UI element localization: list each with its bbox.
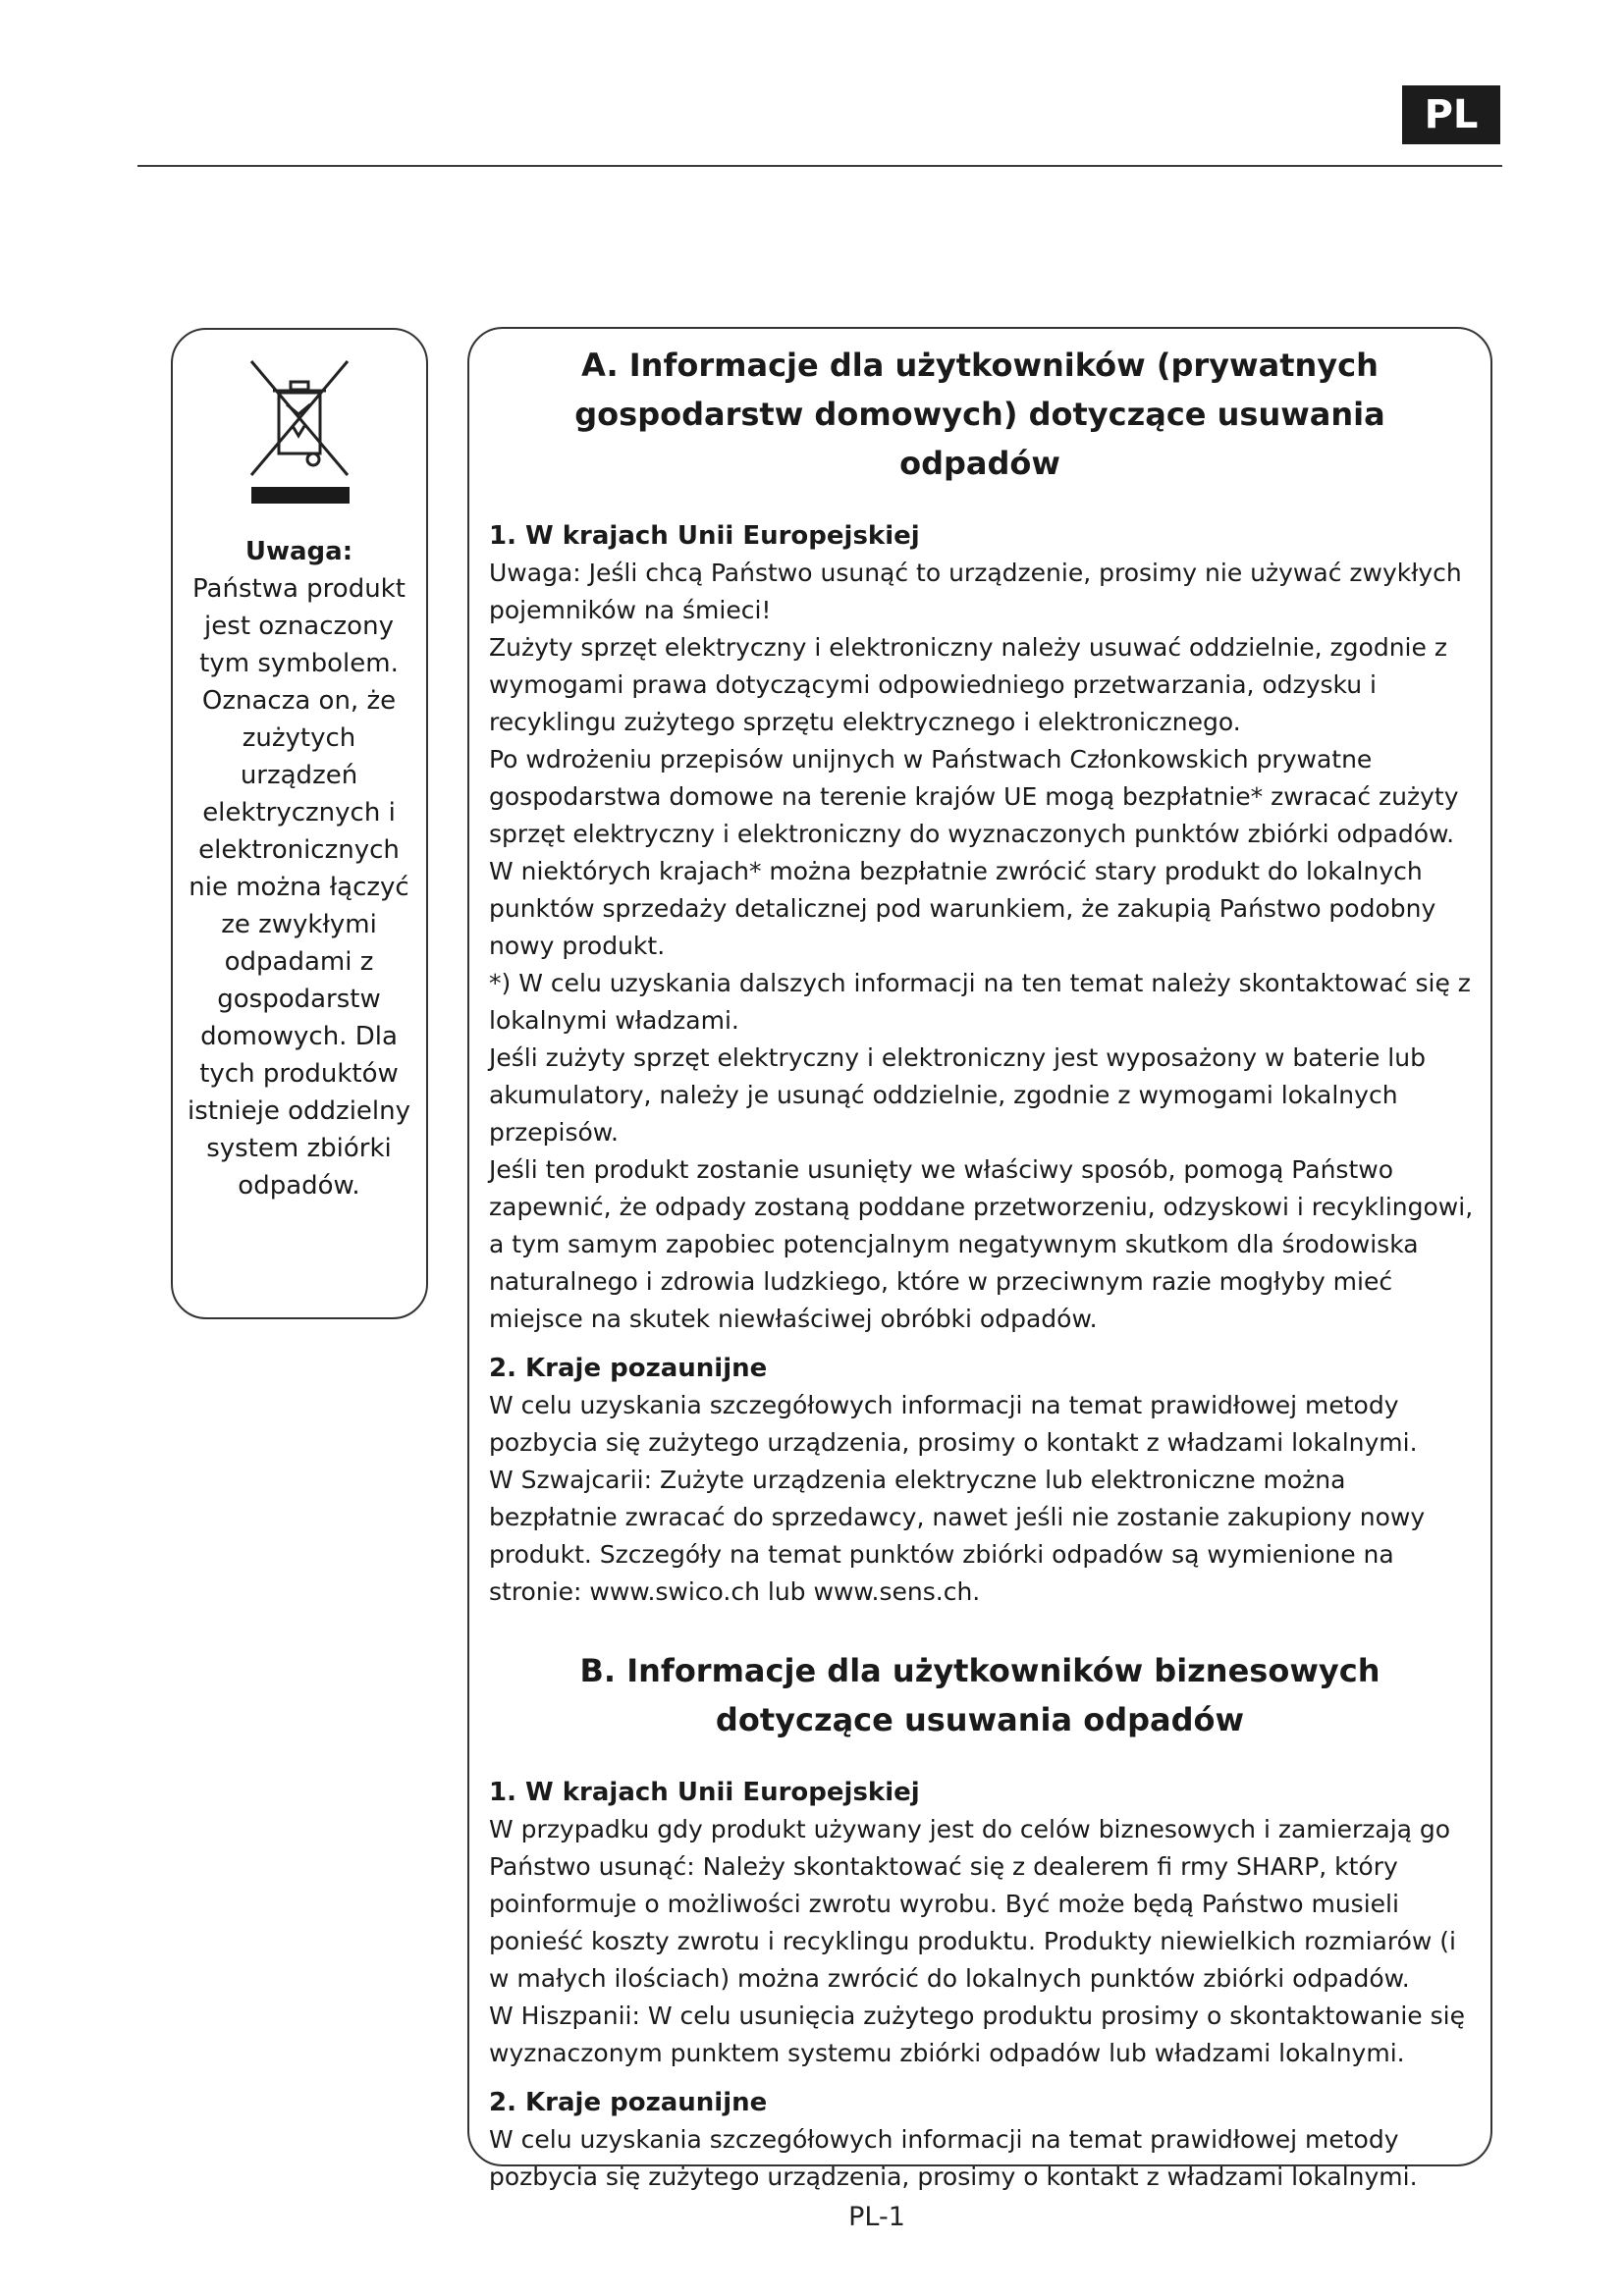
- section-a-eu-heading: 1. W krajach Unii Europejskiej: [489, 521, 920, 551]
- weee-notice-box: [171, 328, 428, 1319]
- weee-notice-text: [173, 533, 425, 1204]
- section-b-eu-paragraph: W Hiszpanii: W celu usunięcia zużytego produktu prosimy o skontaktowanie się wyznaczonym punktem systemu zbiórki odpadów lub władzami lokalnymi.: [489, 2002, 1465, 2067]
- section-b-title: B. Informacje dla użytkowników biznesowych dotyczące usuwania odpadów: [579, 1652, 1380, 1738]
- language-badge: PL: [1402, 85, 1500, 144]
- section-a-non-eu-heading: 2. Kraje pozaunijne: [489, 1354, 768, 1383]
- disposal-info-content: [489, 341, 1476, 2196]
- section-a-eu-paragraph: Jeśli zużyty sprzęt elektryczny i elektroniczny jest wyposażony w baterie lub akumulatory, należy je usunąć oddzielnie, zgodnie z wymogami lokalnych przepisów.: [489, 1043, 1426, 1147]
- page-number: PL-1: [848, 2202, 905, 2232]
- section-a-eu-footnote: *) W celu uzyskania dalszych informacji na ten temat należy skontaktować się z lokalnymi władzami.: [489, 969, 1471, 1035]
- section-a-non-eu-paragraph: W Szwajcarii: Zużyte urządzenia elektryczne lub elektroniczne można bezpłatnie zwracać do sprzedawcy, nawet jeśli nie zostanie zakupiony nowy produkt. Szczegóły na temat punktów zbiórki odpadów są wymienione na stronie: www.swico.ch lub www.sens.ch.: [489, 1466, 1426, 1606]
- weee-notice-body: Państwa produkt jest oznaczony tym symbolem. Oznacza on, że zużytych urządzeń elektrycznych i elektronicznych nie można łączyć ze zwykłymi odpadami z gospodarstw domowych. Dla tych produktów istnieje oddzielny system zbiórki odpadów.: [187, 574, 411, 1201]
- section-b-eu-paragraph: W przypadku gdy produkt używany jest do celów biznesowych i zamierzają go Państwo usunąć: Należy skontaktować się z dealerem fi rmy SHARP, który poinformuje o możliwości zwrotu wyrobu. Być może będą Państwo musieli ponieść koszty zwrotu i recyklingu produktu. Produkty niewielkich rozmiarów (i w małych ilościach) można zwrócić do lokalnych punktów zbiórki odpadów.: [489, 1815, 1456, 1993]
- section-a-eu-paragraph: Po wdrożeniu przepisów unijnych w Państwach Członkowskich prywatne gospodarstwa domowe na terenie krajów UE mogą bezpłatnie* zwracać zużyty sprzęt elektryczny i elektroniczny do wyznaczonych punktów zbiórki odpadów. W niektórych krajach* można bezpłatnie zwrócić stary produkt do lokalnych punktów sprzedaży detalicznej pod warunkiem, że zakupią Państwo podobny nowy produkt.: [489, 745, 1459, 960]
- disposal-info-box: [467, 327, 1492, 2191]
- section-b-eu-heading: 1. W krajach Unii Europejskiej: [489, 1778, 920, 1807]
- crossed-out-wheelie-bin-icon: [245, 357, 353, 485]
- section-a-non-eu-paragraph: W celu uzyskania szczegółowych informacji na temat prawidłowej metody pozbycia się zużytego urządzenia, prosimy o kontakt z władzami lokalnymi.: [489, 1391, 1418, 1457]
- section-a-eu-paragraph: Zużyty sprzęt elektryczny i elektroniczny należy usuwać oddzielnie, zgodnie z wymogami prawa dotyczącymi odpowiedniego przetwarzania, odzysku i recyklingu zużytego sprzętu elektrycznego i elektronicznego.: [489, 633, 1447, 736]
- weee-notice-title: Uwaga:: [244, 537, 353, 566]
- weee-black-bar: [251, 487, 350, 504]
- header-divider: [137, 165, 1502, 167]
- section-b-non-eu-paragraph: W celu uzyskania szczegółowych informacji na temat prawidłowej metody pozbycia się zużytego urządzenia, prosimy o kontakt z władzami lokalnymi.: [489, 2125, 1418, 2191]
- section-a-eu-paragraph: Jeśli ten produkt zostanie usunięty we właściwy sposób, pomogą Państwo zapewnić, że odpady zostaną poddane przetworzeniu, odzyskowi i recyklingowi, a tym samym zapobiec potencjalnym negatywnym skutkom dla środowiska naturalnego i zdrowia ludzkiego, które w przeciwnym razie mogłyby mieć miejsce na skutek niewłaściwej obróbki odpadów.: [489, 1155, 1474, 1333]
- section-a-title: A. Informacje dla użytkowników (prywatnych gospodarstw domowych) dotyczące usuwania odpadów: [574, 347, 1385, 482]
- section-b-non-eu-heading: 2. Kraje pozaunijne: [489, 2088, 768, 2117]
- section-a-eu-paragraph: Uwaga: Jeśli chcą Państwo usunąć to urządzenie, prosimy nie używać zwykłych pojemników na śmieci!: [489, 559, 1462, 624]
